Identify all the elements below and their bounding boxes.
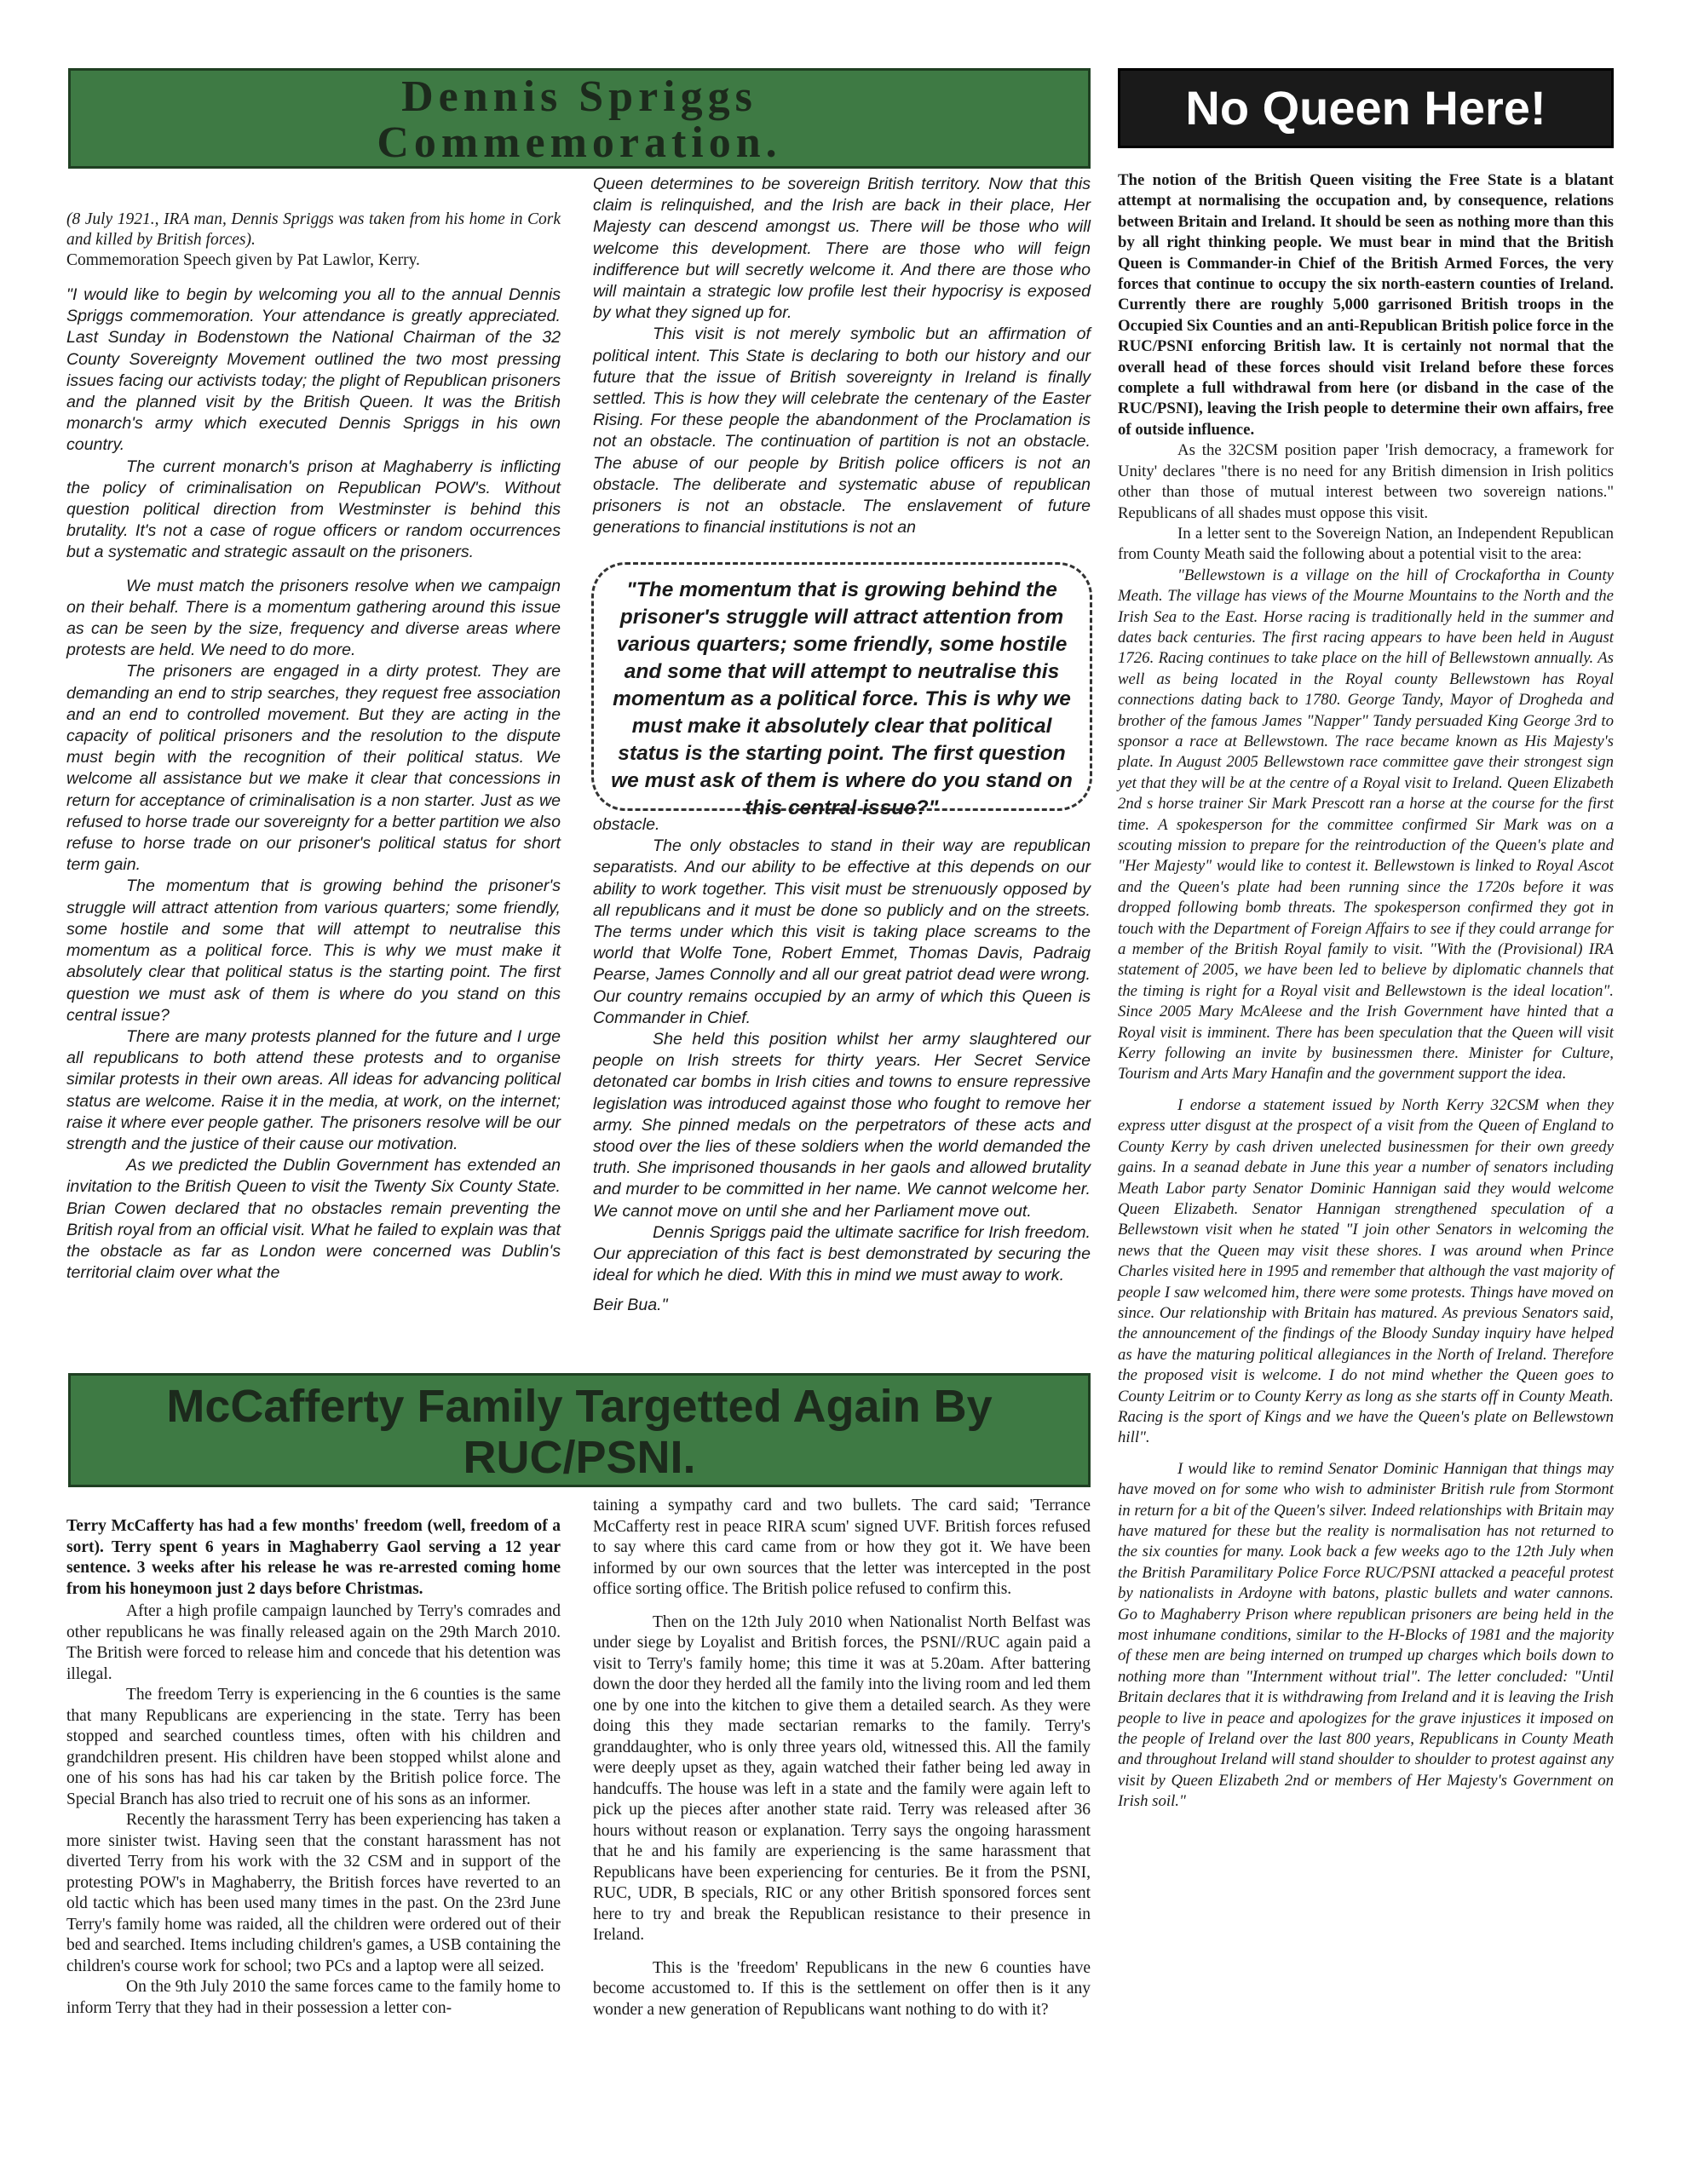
speech-paragraph: The current monarch's prison at Maghaberry is inflicting the policy of criminalisation on Republican POW's. Without question political direction from Westminster is behind this brutality. It's not a case of rogue officers or random occurrences but a systematic and strategic assault on the prisoners. xyxy=(66,457,561,562)
letter-quote: I endorse a statement issued by North Kerry 32CSM when they express utter disgust at the prospect of a visit from the Queen of England to County Kerry by cash driven unelected businessmen for their own greedy gains. In a seanad debate in June this year a number of senators including Meath Labor party Senator Dominic Hannigan said they would welcome Queen Elizabeth. Senator Hannigan strengthened speculation of a Bellewstown visit when he stated "I join other Senators in welcoming the news that the Queen may visit these shores. I was around when Prince Charles visited here in 1995 and remember that although the vast majority of people I saw welcomed him, there were some protests. Things have moved on since. Our relationship with Britain has matured. As previous Senators said, the announcement of the findings of the Bloody Sunday inquiry have helped as have the maturing political allegiances in the North of Ireland. Therefore the proposed visit is welcome. I do not mind whether the Queen goes to County Leitrim or to County Kerry as long as she starts off in County Meath. Racing is the sport of Kings and we have the Queen's plate on Bellewstown hill". xyxy=(1118,1095,1614,1447)
no-queen-column xyxy=(1118,170,1614,2129)
speech-paragraph: As we predicted the Dublin Government has extended an invitation to the British Queen to visit the Twenty Six County State. Brian Cowen declared that no obstacles remain preventing the British royal from an official visit. What he failed to explain was that the obstacle as far as London were concerned was Dublin's territorial claim over what the xyxy=(66,1156,561,1283)
commemoration-middle-column-bottom xyxy=(593,814,1091,1368)
mccafferty-paragraph: This is the 'freedom' Republicans in the new 6 counties have become accustomed to. If this is the settlement on offer then is it any wonder a new generation of Republicans want nothing to do with it? xyxy=(593,1958,1091,2019)
speech-paragraph: "I would like to begin by welcoming you all to the annual Dennis Spriggs commemoration. Your attendance is greatly appreciated. Last Sunday in Bodenstown the National Chairman of the 32 County Sovereignty Movement outlined the two most pressing issues facing our activists today; the plight of Republican prisoners and the planned visit by the British Queen. It was the British monarch's army which executed Dennis Spriggs in his own country. xyxy=(66,285,561,455)
pull-quote xyxy=(591,562,1092,819)
speech-paragraph: The only obstacles to stand in their way are republican separatists. And our ability to be effective at this depends on our ability to work together. This visit must be strenuously opposed by all republicans and it must be done so publicly and on the streets. The terms under which this visit is taking place screams to the world that Wolfe Tone, Robert Emmet, Thomas Davis, Padraig Pearse, James Connolly and all our great patriot dead were wrong. Our country remains occupied by an army of which this Queen is Commander in Chief. xyxy=(593,836,1091,1027)
banner-title-line1: Dennis Spriggs xyxy=(401,72,757,121)
no-queen-banner xyxy=(1118,68,1614,148)
commemoration-intro: (8 July 1921., IRA man, Dennis Spriggs was taken from his home in Cork and killed by British forces). xyxy=(66,210,561,249)
speech-paragraph: The momentum that is growing behind the prisoner's struggle will attract attention from various quarters; some friendly, some hostile and some that will attempt to neutralise this momentum as a political force. This is why we must make it absolutely clear that political status is the starting point. The first question we must ask of them is where do you stand on this central issue? xyxy=(66,876,561,1025)
speech-paragraph: The prisoners are engaged in a dirty protest. They are demanding an end to strip searches, they request free association and an end to controlled movement. But they are acting in the capacity of political prisoners and the resolution to the dispute must begin with the recognition of their political status. We welcome all assistance but we make it clear that concessions in return for acceptance of criminalisation is a non starter. Just as we refused to horse trade our sovereignty for a better partition we also refuse to horse trade on our prisoner's political status for short term gain. xyxy=(66,662,561,875)
mccafferty-paragraph: The freedom Terry is experiencing in the 6 counties is the same that many Republicans are experiencing in the state. Terry has been stopped and searched countless times, often with his children and grandchildren present. His children have been stopped whilst alone and one of his sons has had his car taken by the British police force. The Special Branch has also tried to recruit one of his sons as an informer. xyxy=(66,1686,561,1808)
speech-paragraph: She held this position whilst her army slaughtered our people on Irish streets for thirty years. Her Secret Service detonated car bombs in Irish cities and towns to ensure repressive legislation was introduced against those who fought to remove her army. She pinned medals on the perpetrators of these acts and stood over the lies of these soldiers when the world demanded the truth. She imprisoned thousands in her gaols and allowed brutality and murder to be committed in her name. We cannot welcome her. We cannot move on until she and her Parliament move out. xyxy=(593,1030,1091,1221)
mccafferty-paragraph: On the 9th July 2010 the same forces came to the family home to inform Terry that they had in their possession a letter con- xyxy=(66,1978,561,2017)
speech-paragraph: obstacle. xyxy=(593,815,660,834)
no-queen-title: No Queen Here! xyxy=(1185,81,1546,135)
pull-quote-text: "The momentum that is growing behind the prisoner's struggle will attract attention from various quarters; some friendly, some hostile and some that will attempt to neutralise this momentum as a political force. This is why we must make it absolutely clear that political status is the starting point. The first question we must ask of them is where do you stand on this central issue?" xyxy=(611,578,1073,819)
speech-paragraph: Queen determines to be sovereign British territory. Now that this claim is relinquished, and the Irish are back in their place, Her Majesty can descend amongst us. There will be those who will welcome this development. There are those who will feign indifference but will secretly welcome it. And there are those who will maintain a strategic low profile lest their hypocrisy is exposed by what they signed up for. xyxy=(593,175,1091,323)
speech-paragraph: We must match the prisoners resolve when we campaign on their behalf. There is a momentum gathering around this issue as can be seen by the size, frequency and diverse areas where protests are held. We need to do more. xyxy=(66,576,561,660)
speech-paragraph: There are many protests planned for the future and I urge all republicans to both attend these protests and to organise similar protests in their own areas. All ideas for advancing political status are welcome. Raise it in the media, at work, on the internet; raise it where ever people gather. The prisoners resolve will be our strength and the justice of their cause our motivation. xyxy=(66,1026,561,1153)
commemoration-banner xyxy=(68,68,1091,169)
mccafferty-paragraph: Then on the 12th July 2010 when Nationalist North Belfast was under siege by Loyalist and British forces, the PSNI//RUC again paid a visit to Terry's family home; this time it was at 5.20am. After battering down the door they herded all the family into the living room and led them one by one into the kitchen to give them a detailed search. As they were doing this they made sectarian remarks to the family. Terry's granddaughter, who is only three years old, witnessed this. All the family were deeply upset as they, again watched their father being led away in handcuffs. The house was left in a state and the family were again left to pick up the pieces after another state raid. Terry was released after 36 hours without reason or explanation. Terry says the ongoing harassment that he and his family are experiencing is the same harassment that Republicans have been experiencing for centuries. Be it from the PSNI, RUC, UDR, B specials, RIC or any other British sponsored forces sent here to try and break the Republican resistance to their presence in Ireland. xyxy=(593,1612,1091,1944)
commemoration-left-column xyxy=(66,210,561,1355)
mccafferty-paragraph: After a high profile campaign launched by Terry's comrades and other republicans he was finally released again on the 29th March 2010. The British were forced to release him and concede that his detention was illegal. xyxy=(66,1602,561,1683)
speech-paragraph: Dennis Spriggs paid the ultimate sacrifice for Irish freedom. Our appreciation of this fact is best demonstrated by securing the ideal for which he died. With this in mind we must away to work. xyxy=(593,1222,1091,1285)
commemoration-credit: Commemoration Speech given by Pat Lawlor, Kerry. xyxy=(66,251,420,269)
banner-title-line2: Commemoration. xyxy=(377,118,782,167)
letter-quote: I would like to remind Senator Dominic Hannigan that things may have moved on for some who wish to administer British rule from Stormont in return for a bit of the Queen's silver. Indeed relationships with Britain may have matured for these but the reality is normalisation has not returned to the six counties for many. Look back a few weeks ago to the 12th July when the British Paramilitary Police Force RUC/PSNI attacked a peaceful protest by nationalists in Ardoyne with batons, plastic bullets and water cannons. Go to Maghaberry Prison where republican prisoners are being held in the most inhumane conditions, similar to the H-Blocks of 1981 and the majority of these men are being interned on trumped up charges which boils down to nothing more than "Internment without trial". The letter concluded: "Until Britain declares that it is withdrawing from Ireland and it is leaving the Irish people to live in peace and apologizes for the grave injustices it imposed on the people of Ireland over the last 800 years, Republicans in County Meath and throughout Ireland will stand shoulder to shoulder to protest against any visit by Queen Elizabeth 2nd or members of Her Majesty's Government on Irish soil." xyxy=(1118,1459,1614,1811)
no-queen-paragraph: In a letter sent to the Sovereign Nation, an Independent Republican from County Meath said the following about a potential visit to the area: xyxy=(1118,524,1614,564)
no-queen-lead: The notion of the British Queen visiting the Free State is a blatant attempt at normalising the occupation and, by consequence, relations between Britain and Ireland. It should be seen as nothing more than this by all right thinking people. We must bear in mind that the British Queen is Commander-in Chief of the British Armed Forces, the very forces that continue to occupy the six north-eastern counties of Ireland. Currently there are roughly 5,000 garrisoned British troops in the Occupied Six Counties and an anti-Republican British police force in the RUC/PSNI enforcing British law. It is certainly not normal that the overall head of these forces should visit Ireland before these forces complete a full withdrawal from here (or disband in the case of the RUC/PSNI), leaving the Irish people to determine their own affairs, free of outside influence. xyxy=(1118,171,1614,439)
no-queen-paragraph: As the 32CSM position paper 'Irish democracy, a framework for Unity' declares "there is no need for any British dimension in Irish politics other than those of mutual interest between two sovereign nations." Republicans of all shades must oppose this visit. xyxy=(1118,441,1614,522)
mccafferty-lead: Terry McCafferty has had a few months' freedom (well, freedom of a sort). Terry spent 6 years in Maghaberry Gaol serving a 12 year sentence. 3 weeks after his release he was re-arrested coming home from his honeymoon just 2 days before Christmas. xyxy=(66,1517,561,1598)
mccafferty-title-line2: RUC/PSNI. xyxy=(463,1432,696,1483)
mccafferty-paragraph: taining a sympathy card and two bullets. The card said; 'Terrance McCafferty rest in peace RIRA scum' signed UVF. British forces refused to say where this card came from or how they got it. We have been informed by our own sources that the letter was intercepted in the post office sorting office. The British police refused to confirm this. xyxy=(593,1497,1091,1598)
speech-paragraph: This visit is not merely symbolic but an affirmation of political intent. This State is declaring to both our history and our future that the issue of British sovereignty in Ireland is finally settled. This is how they will celebrate the centenary of the Easter Rising. For these people the abandonment of the Proclamation is not an obstacle. The continuation of partition is not an obstacle. The abuse of our people by British police officers is not an obstacle. The deliberate and systematic abuse of republican prisoners is not an obstacle. The enslavement of future generations to financial institutions is not an xyxy=(593,325,1091,537)
mccafferty-right-column xyxy=(593,1496,1091,2143)
letter-quote: "Bellewstown is a village on the hill of Crockafortha in County Meath. The village has views of the Mourne Mountains to the North and the Irish Sea to the East. Horse racing is traditionally held in the summer and dates back centuries. The first racing appears to have been held in August 1726. Racing continues to take place on the hill of Bellewstown annually. As well as being located in the Royal county Bellewstown has Royal connections dating back to 1780. George Tandy, Mayor of Drogheda and brother of the famous James "Napper" Tandy persuaded King George 3rd to sponsor a race at Bellewstown. The race became known as His Majesty's plate. In August 2005 Bellewstown race committee gave their strongest sign yet that they will be at the centre of a Royal visit to Ireland. Queen Elizabeth 2nd s horse trainer Sir Mark Prescott ran a horse at the course for the first time. A spokesperson for the committee confirmed Sir Mark was on a scouting mission to prepare for the reintroduction of the Queen's plate and "Her Majesty" would like to contest it. Bellewstown is linked to Royal Ascot and the Queen's plate had been running since the 1720s before it was dropped following bomb threats. The spokesperson confirmed they got in touch with the Department of Foreign Affairs to see if they could arrange for a member of the British Royal family to visit. "With the (Provisional) IRA statement of 2005, we have been led to believe by diplomatic channels that the timing is right for a Royal visit and Bellewstown is the ideal location". Since 2005 Mary McAleese and the Irish Government have hinted that a Royal visit is imminent. There has been speculation that the Queen will visit Kerry following an invite by businessmen there. Minister for Culture, Tourism and Arts Mary Hanafin and the government support the idea. xyxy=(1118,566,1614,1083)
speech-signoff: Beir Bua." xyxy=(593,1296,668,1315)
mccafferty-title-line1: McCafferty Family Targetted Again By xyxy=(166,1381,993,1432)
mccafferty-paragraph: Recently the harassment Terry has been experiencing has taken a more sinister twist. Having seen that the constant harassment has not diverted Terry from his work with the 32 CSM and in support of the protesting POW's in Maghaberry, the British forces have reverted to an old tactic which has been used many times in the past. On the 23rd June Terry's family home was raided, all the children were ordered out of their bed and searched. Items including children's games, a USB containing the children's course work for school; two PCs and a laptop were all seized. xyxy=(66,1811,561,1975)
mccafferty-banner xyxy=(68,1373,1091,1487)
commemoration-middle-column-top xyxy=(593,174,1091,583)
mccafferty-left-column xyxy=(66,1516,561,2129)
